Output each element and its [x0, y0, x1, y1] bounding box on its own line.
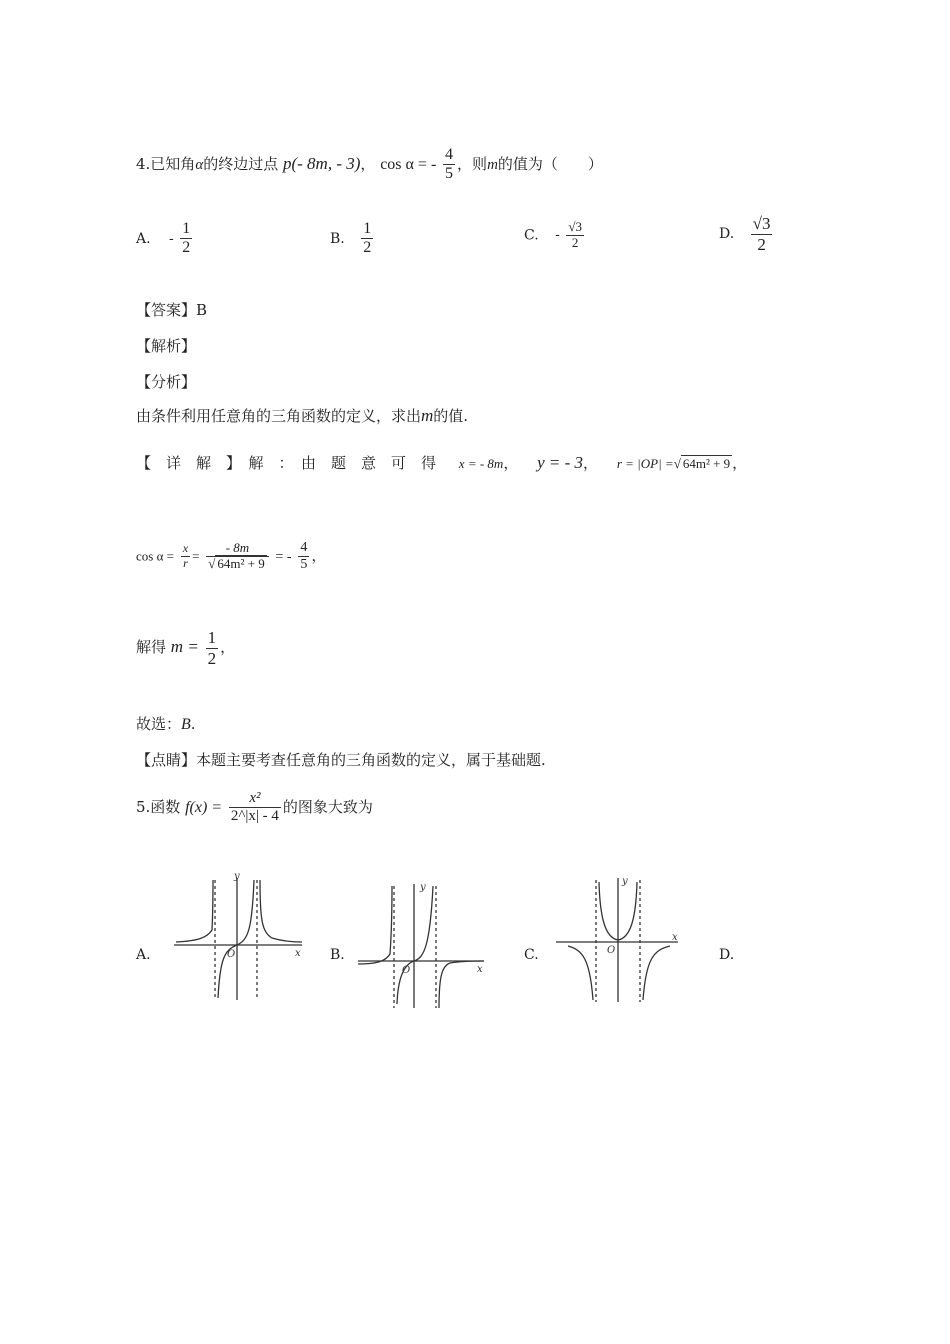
detail-y: y = - 3	[537, 453, 584, 472]
cos-num: 4	[445, 146, 454, 163]
axis-x-label: x	[477, 964, 483, 975]
axis-x-label: x	[295, 948, 301, 959]
curve-middle	[397, 886, 433, 1004]
cos-eq-res: = -	[275, 549, 292, 565]
option-den: 2	[182, 239, 191, 257]
m-symbol: m	[487, 156, 498, 173]
option-sign: -	[555, 227, 560, 244]
detail-r-radicand: 64m² + 9	[682, 456, 731, 471]
origin-label: O	[402, 965, 411, 976]
r-den: r	[181, 556, 190, 571]
choose-line: 故选：B.	[136, 715, 196, 733]
cos-eq-fraction: $\frac{- 8m}{\text{√ 64m² + 9}}$	[206, 541, 268, 572]
axis-x-label: x	[672, 932, 678, 943]
res-den: 5	[300, 557, 308, 573]
x-over-r	[181, 542, 190, 571]
note: 【点睛】本题主要考查任意角的三角函数的定义，属于基础题.	[136, 751, 546, 769]
solve-prefix: 解得	[136, 638, 167, 657]
answer: 【答案】B	[136, 301, 208, 319]
option-sign: -	[169, 230, 174, 247]
solve-m: m =	[170, 637, 199, 657]
solve-fraction	[206, 628, 219, 668]
curve-right	[260, 880, 302, 942]
origin-label: O	[607, 945, 616, 956]
detail-label: 【 详 解 】 解 ： 由 题 意 可 得	[136, 454, 437, 472]
option-label: B.	[330, 230, 345, 247]
cos-eq-res-fraction	[298, 540, 309, 573]
analysis-body: 由条件利用任意角的三角函数的定义，求出	[136, 407, 422, 425]
q4-option-a[interactable]	[136, 220, 194, 258]
choose-label: 故选：	[136, 715, 182, 733]
graph-b	[350, 876, 490, 1016]
q5-option-a[interactable]: A.	[136, 947, 151, 963]
q5-option-b[interactable]: B.	[330, 947, 345, 963]
option-label: D.	[719, 226, 735, 243]
option-label: A.	[136, 230, 151, 247]
q4-option-d[interactable]	[719, 214, 774, 254]
cos-lhs: cos α = -	[380, 155, 437, 173]
cos-eq-radicand: 64m² + 9	[217, 556, 265, 572]
option-fraction	[361, 220, 373, 258]
q5-stem	[136, 790, 373, 826]
option-num: 1	[363, 220, 372, 237]
curve-left	[568, 946, 593, 1000]
graph-a	[162, 870, 312, 1010]
q5-fx: f(x) =	[185, 798, 223, 816]
option-num: 1	[182, 220, 191, 237]
q4-stem-mid: 的终边过点	[203, 154, 279, 173]
detail-x: x = - 8m	[458, 456, 504, 471]
q5-option-c[interactable]: C.	[524, 947, 539, 963]
q5-stem-prefix: 5.函数	[136, 797, 181, 816]
comma: ，	[360, 154, 376, 173]
option-label: C.	[524, 227, 539, 244]
x-num: x	[182, 541, 189, 556]
q4-option-b[interactable]	[330, 220, 375, 258]
curve-left	[176, 880, 213, 942]
option-num: √3	[752, 214, 771, 233]
option-den: 2	[363, 239, 372, 257]
q5-den: 2^|x| - 4	[230, 808, 279, 825]
q5-stem-end: 的图象大致为	[282, 797, 373, 816]
jiexi-heading: 【解析】	[136, 337, 197, 355]
analysis-text	[136, 405, 468, 426]
solve-line: 解得 m = $\frac{1}{2}$ ，	[136, 628, 236, 668]
alpha-symbol: α	[195, 156, 204, 173]
axis-y-label: y	[420, 882, 426, 893]
solve-den: 2	[207, 648, 217, 668]
m-symbol: m	[421, 406, 434, 425]
option-num: √3	[568, 219, 582, 234]
solve-num: 1	[207, 628, 217, 647]
q5-num: x²	[249, 790, 261, 806]
option-den: 2	[566, 235, 584, 251]
choose-answer: B	[181, 716, 191, 733]
option-fraction	[566, 220, 584, 251]
q4-option-c[interactable]	[524, 220, 586, 251]
option-den: 2	[751, 234, 773, 255]
option-fraction	[180, 220, 192, 258]
detail-r-lhs: r = |OP| =	[616, 456, 674, 471]
curve-middle	[218, 880, 254, 998]
cos-eq-num: - 8m	[225, 540, 250, 556]
graph-c	[548, 870, 688, 1010]
curve-left	[358, 886, 392, 964]
analysis-end: 的值.	[433, 407, 469, 425]
detail-line: 【 详 解 】 解 ： 由 题 意 可 得 x = - 8m， y = - 3， r = |OP| =√ 64m² + 9 ，	[136, 453, 748, 472]
option-fraction	[751, 214, 773, 254]
cos-equation: cos α = $\frac{x}{r}$ = $\frac{- 8m}{\text{√ 64m² + 9}}$ = - $\frac{4}{5}$ ，	[136, 540, 327, 573]
q4-stem-end: 的值为（ ）	[497, 154, 603, 173]
q5-option-d[interactable]: D.	[719, 947, 735, 963]
fenxi-heading: 【分析】	[136, 373, 197, 391]
cos-den: 5	[445, 165, 454, 183]
origin-label: O	[227, 949, 236, 960]
axis-y-label: y	[234, 871, 240, 882]
point-p: p(- 8m, - 3)	[282, 153, 361, 173]
q4-stem-tail: ，则	[457, 154, 488, 173]
cos-eq-lhs: cos α =	[136, 548, 174, 564]
axis-y-label: y	[622, 876, 628, 887]
res-num: 4	[300, 540, 308, 555]
q4-stem	[136, 146, 603, 184]
cos-fraction	[443, 146, 455, 184]
q5-fraction	[229, 790, 281, 826]
curve-right	[643, 946, 670, 1000]
q4-stem-prefix: 4.已知角	[136, 154, 196, 173]
